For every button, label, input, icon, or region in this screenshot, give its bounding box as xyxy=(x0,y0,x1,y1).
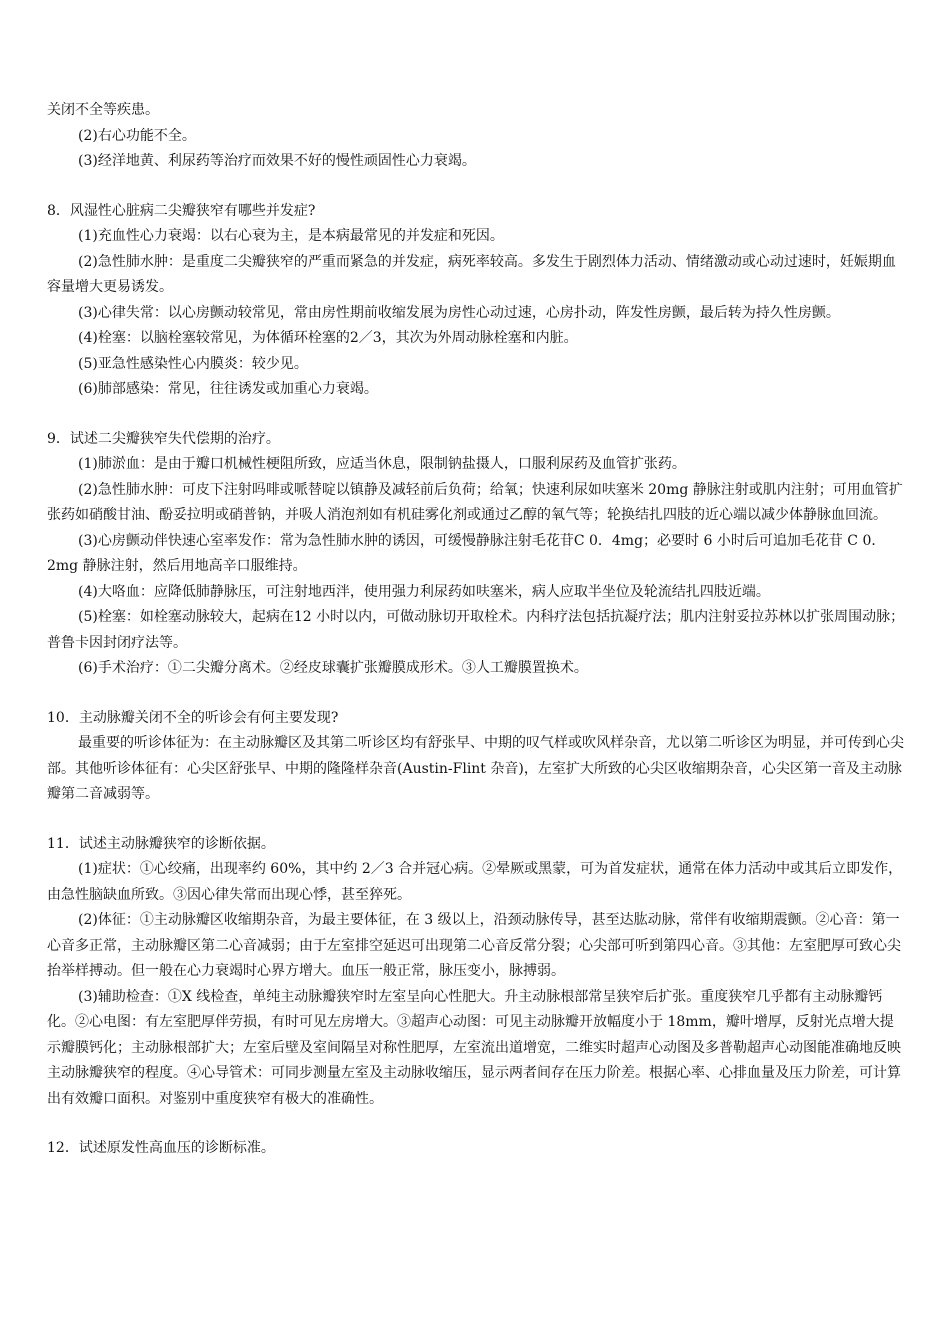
paragraph: (2)急性肺水肿：可皮下注射吗啡或哌替啶以镇静及减轻前后负荷；给氧；快速利尿如呋塞米 20mg 静脉注射或肌内注射；可用血管扩张药如硝酸甘油、酚妥拉明或硝普钠，并吸人消泡剂如有机硅雾化剂或通过乙醇的氧气等；轮换结扎四肢的近心端以减少体静脉血回流。 xyxy=(47,481,903,523)
section-q8 xyxy=(47,199,906,403)
paragraph: (4)大咯血：应降低肺静脉压，可注射地西泮，使用强力利尿药如呋塞米，病人应取半坐位及轮流结扎四肢近端。 xyxy=(78,583,770,600)
section-q11 xyxy=(47,832,906,1113)
paragraph: (2)右心功能不全。 xyxy=(78,127,196,144)
paragraph: (3)辅助检查：①X 线检查，单纯主动脉瓣狭窄时左室呈向心性肥大。升主动脉根部常呈狭窄后扩张。重度狭窄几乎都有主动脉瓣钙化。②心电图：有左室肥厚伴劳损，有时可见左房增大。③超声心动图：可见主动脉瓣开放幅度小于 18mm，瓣叶增厚，反射光点增大提示瓣膜钙化；主动脉根部扩大；左室后壁及室间隔呈对称性肥厚，左室流出道增宽，二维实时超声心动图及多普勒超声心动图能准确地反映主动脉瓣狭窄的程度。④心导管术：可同步测量左室及主动脉收缩压，显示两者间存在压力阶差。根据心率、心排血量及压力阶差，可计算出有效瓣口面积。对鉴别中重度狭窄有极大的准确性。 xyxy=(47,988,901,1107)
section-q12 xyxy=(47,1136,906,1162)
section-q10 xyxy=(47,706,906,808)
paragraph: (4)栓塞：以脑栓塞较常见，为体循环栓塞的2／3，其次为外周动脉栓塞和内脏。 xyxy=(78,330,578,346)
section-continuation xyxy=(47,98,906,175)
question-heading: 11．试述主动脉瓣狭窄的诊断依据。 xyxy=(47,835,275,852)
paragraph: 关闭不全等疾患。 xyxy=(47,102,159,118)
question-heading: 10．主动脉瓣关闭不全的听诊会有何主要发现? xyxy=(47,709,339,726)
paragraph: (5)亚急性感染性心内膜炎：较少见。 xyxy=(78,355,308,372)
paragraph: (1)肺淤血：是由于瓣口机械性梗阻所致，应适当休息，限制钠盐摄人，口服利尿药及血管扩张药。 xyxy=(78,456,686,472)
section-q9 xyxy=(47,427,906,682)
paragraph: (3)心律失常：以心房颤动较常见，常由房性期前收缩发展为房性心动过速，心房扑动，阵发性房颤，最后转为持久性房颤。 xyxy=(78,304,840,321)
paragraph: (2)体征：①主动脉瓣区收缩期杂音，为最主要体征，在 3 级以上，沿颈动脉传导，甚至达肱动脉，常伴有收缩期震颤。②心音：第一心音多正常，主动脉瓣区第二心音减弱；由于左室排空延迟可出现第二心音反常分裂；心尖部可听到第四心音。③其他：左室肥厚可致心尖抬举样搏动。但一般在心力衰竭时心界方增大。血压一般正常，脉压变小，脉搏弱。 xyxy=(47,912,901,979)
question-heading: 9．试述二尖瓣狭窄失代偿期的治疗。 xyxy=(47,430,280,447)
paragraph: (1)充血性心力衰竭：以右心衰为主，是本病最常见的并发症和死因。 xyxy=(78,228,504,244)
paragraph: (3)经洋地黄、利尿药等治疗而效果不好的慢性顽固性心力衰竭。 xyxy=(78,153,476,169)
paragraph: (6)手术治疗：①二尖瓣分离术。②经皮球囊扩张瓣膜成形术。③人工瓣膜置换术。 xyxy=(78,660,588,676)
question-heading: 12．试述原发性高血压的诊断标准。 xyxy=(47,1140,275,1156)
paragraph: 最重要的听诊体征为：在主动脉瓣区及其第二听诊区均有舒张早、中期的叹气样或吹风样杂音，尤以第二听诊区为明显，并可传到心尖部。其他听诊体征有：心尖区舒张早、中期的隆隆样杂音(Austin-Flint 杂音)，左室扩大所致的心尖区收缩期杂音，心尖区第一音及主动脉瓣第二音减弱等。 xyxy=(47,735,904,802)
question-heading: 8．风湿性心脏病二尖瓣狭窄有哪些并发症? xyxy=(47,202,316,219)
paragraph: (5)栓塞：如栓塞动脉较大，起病在12 小时以内，可做动脉切开取栓术。内科疗法包括抗凝疗法；肌内注射妥拉苏林以扩张周围动脉；普鲁卡因封闭疗法等。 xyxy=(47,609,905,651)
paragraph: (3)心房颤动伴快速心室率发作：常为急性肺水肿的诱因，可缓慢静脉注射毛花苷C 0．4mg；必要时 6 小时后可追加毛花苷 C 0．2mg 静脉注射，然后用地高辛口服维持。 xyxy=(47,532,886,574)
paragraph: (6)肺部感染：常见，往往诱发或加重心力衰竭。 xyxy=(78,381,378,397)
paragraph: (2)急性肺水肿：是重度二尖瓣狭窄的严重而紧急的并发症，病死率较高。多发生于剧烈体力活动、情绪激动或心动过速时，妊娠期血容量增大更易诱发。 xyxy=(47,253,896,295)
paragraph: (1)症状：①心绞痛，出现率约 60%，其中约 2／3 合并冠心病。②晕厥或黑蒙，可为首发症状，通常在体力活动中或其后立即发作，由急性脑缺血所致。③因心律失常而出现心悸，甚至猝死。 xyxy=(47,861,903,903)
